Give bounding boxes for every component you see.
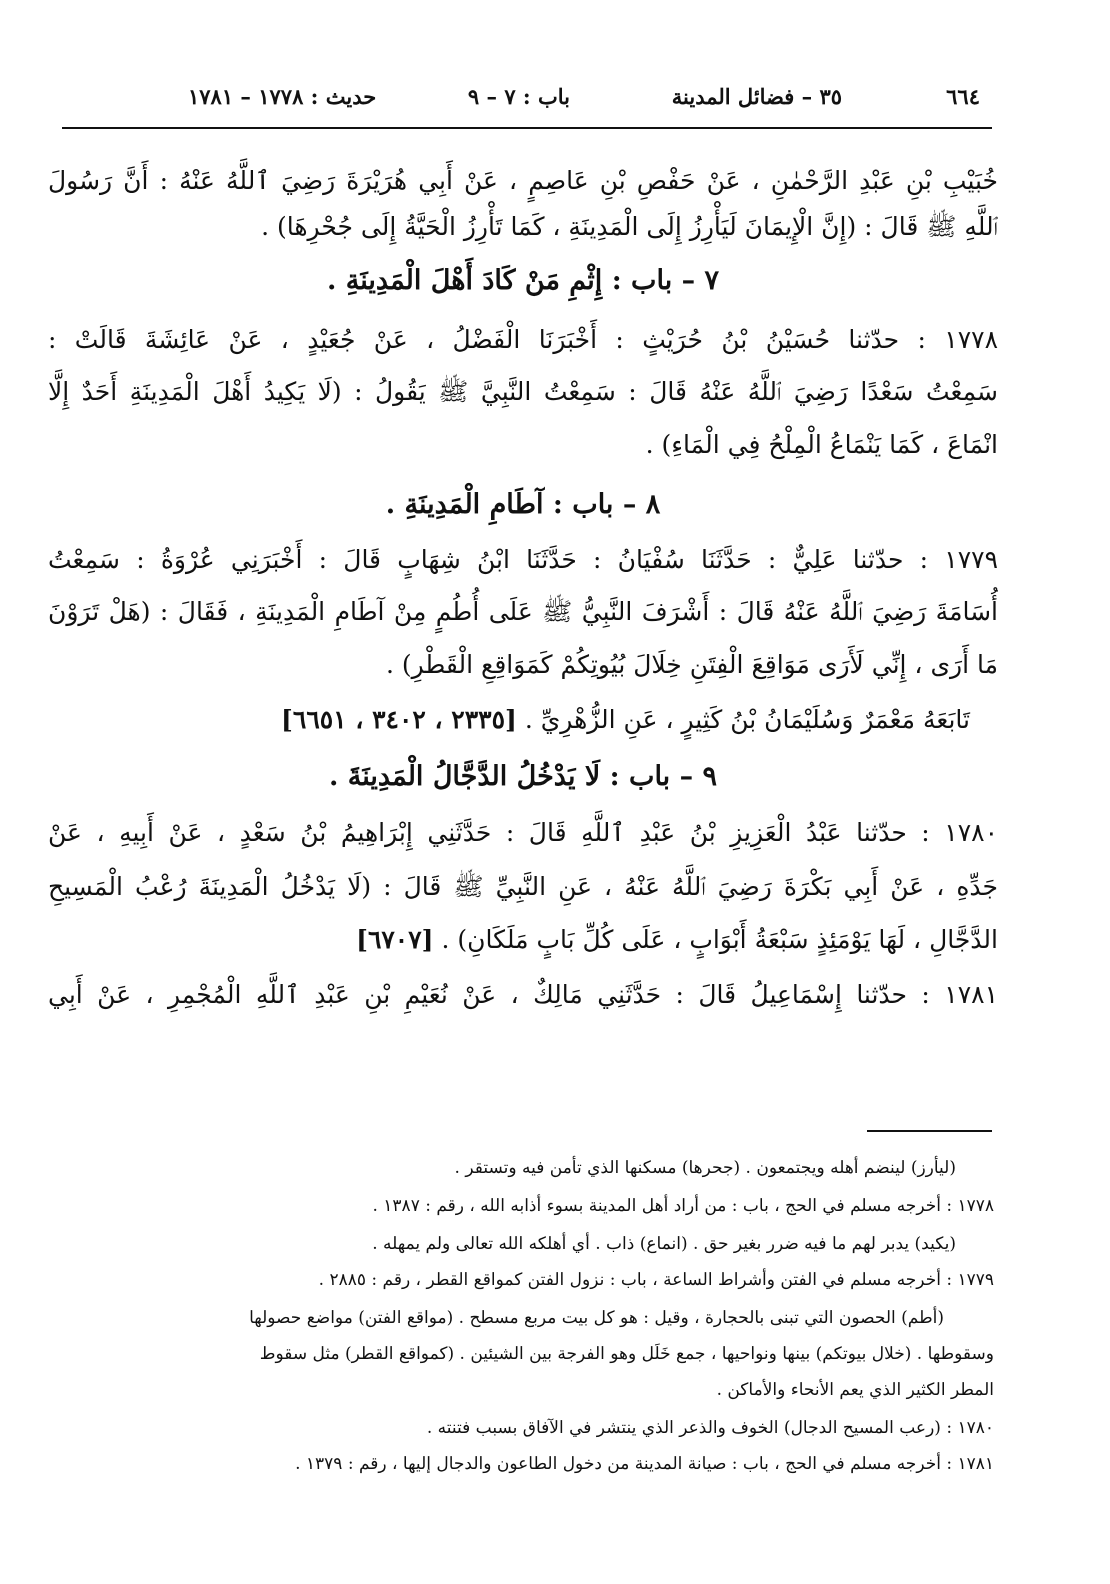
page-number: ٦٦٤ <box>946 84 980 109</box>
text-line: ٱللَّهِ ﷺ قَالَ : (إِنَّ الْإِيمَانَ لَيَأْرِزُ إِلَى الْمَدِينَةِ ، كَمَا تَأْرِزُ الْحَيَّةُ إِلَى جُحْرِهَا) . <box>261 212 998 241</box>
footnote-line: ١٧٨١ : أخرجه مسلم في الحج ، باب : صيانة المدينة من دخول الطاعون والدجال إليها ، رقم : ١٣٧٩ . <box>295 1454 994 1474</box>
hadith-1779-line: ١٧٧٩ : حدّثنا عَلِيٌّ : حَدَّثَنَا سُفْيَانُ : حَدَّثَنَا ابْنُ شِهَابٍ قَالَ : أَخْبَرَنِي عُرْوَةُ : سَمِعْتُ <box>48 545 998 574</box>
hadith-range: حديث : ١٧٧٨ – ١٧٨١ <box>188 84 377 109</box>
main-text <box>48 152 998 1112</box>
chapter-title: ٣٥ – فضائل المدينة <box>671 84 842 109</box>
mutabaah-line <box>48 697 998 743</box>
hadith-1780-line: ١٧٨٠ : حدّثنا عَبْدُ الْعَزِيزِ بْنُ عَبْدِ ٱللَّهِ قَالَ : حَدَّثَنِي إِبْرَاهِيمُ بْنُ سَعْدٍ ، عَنْ أَبِيهِ ، عَنْ <box>48 818 998 847</box>
chapter-heading: ٨ – باب : آطَامِ الْمَدِينَةِ . <box>385 489 661 520</box>
hadith-1778-line: ١٧٧٨ : حدّثنا حُسَيْنُ بْنُ حُرَيْثٍ : أَخْبَرَنَا الْفَضْلُ ، عَنْ جُعَيْدٍ ، عَنْ عَائِشَةَ قَالَتْ : <box>48 325 998 354</box>
text-line: سَمِعْتُ سَعْدًا رَضِيَ ٱللَّهُ عَنْهُ قَالَ : سَمِعْتُ النَّبِيَّ ﷺ يَقُولُ : (لَا يَكِيدُ أَهْلَ الْمَدِينَةِ أَحَدٌ إِلَّا <box>48 377 998 406</box>
cross-reference: [٢٣٣٥ ، ٣٤٠٢ ، ٦٦٥١] <box>281 705 517 734</box>
footnote-line: وسقوطها . (خلال بيوتكم) بينها ونواحيها ، جمع خَلَل وهو الفرجة بين الشيئين . (كمواقع القطر) مثل سقوط <box>259 1344 994 1364</box>
hadith-1781-line: ١٧٨١ : حدّثنا إِسْمَاعِيلُ قَالَ : حَدَّثَنِي مَالِكٌ ، عَنْ نُعَيْمِ بْنِ عَبْدِ ٱللَّهِ الْمُجْمِرِ ، عَنْ أَبِي <box>48 980 998 1009</box>
footnote-line: (يكيد) يدبر لهم ما فيه ضرر بغير حق . (انماع) ذاب . أي أهلكه الله تعالى ولم يمهله . <box>372 1234 956 1254</box>
chapter-heading: ٧ – باب : إِثْمِ مَنْ كَادَ أَهْلَ الْمَدِينَةِ . <box>326 265 720 296</box>
text-line: خُبَيْبِ بْنِ عَبْدِ الرَّحْمٰنِ ، عَنْ حَفْصِ بْنِ عَاصِمٍ ، عَنْ أَبِي هُرَيْرَةَ رَضِيَ ٱللَّهُ عَنْهُ : أَنَّ رَسُولَ <box>48 166 998 195</box>
text-line: مَا أَرَى ، إِنِّي لَأَرَى مَوَاقِعَ الْفِتَنِ خِلَالَ بُيُوتِكُمْ كَمَوَاقِعِ الْقَطْرِ) . <box>385 650 998 679</box>
footnote-line: ١٧٧٩ : أخرجه مسلم في الفتن وأشراط الساعة ، باب : نزول الفتن كمواقع القطر ، رقم : ٢٨٨٥ . <box>318 1270 994 1290</box>
footnote-line: المطر الكثير الذي يعم الأنحاء والأماكن . <box>716 1380 994 1400</box>
footnote-line: (أطم) الحصون التي تبنى بالحجارة ، وقيل : هو كل بيت مربع مسطح . (مواقع الفتن) مواضع حصولها <box>249 1308 944 1328</box>
chapter-heading: ٩ – باب : لَا يَدْخُلُ الدَّجَّالُ الْمَدِينَةَ . <box>328 761 718 792</box>
footnotes <box>50 1150 994 1550</box>
bab-range: باب : ٧ – ٩ <box>467 84 570 109</box>
footnote-rule <box>867 1130 992 1132</box>
text-line: أُسَامَةَ رَضِيَ ٱللَّهُ عَنْهُ قَالَ : أَشْرَفَ النَّبِيُّ ﷺ عَلَى أُطُمٍ مِنْ آطَامِ الْمَدِينَةِ ، فَقَالَ : (هَلْ تَرَوْنَ <box>48 597 998 626</box>
text-line: انْمَاعَ ، كَمَا يَنْمَاعُ الْمِلْحُ فِي الْمَاءِ) . <box>645 430 998 459</box>
hadith-text: الدَّجَّالِ ، لَهَا يَوْمَئِذٍ سَبْعَةُ أَبْوَابٍ ، عَلَى كُلِّ بَابٍ مَلَكَانِ) . <box>441 925 998 954</box>
footnote-line: ١٧٧٨ : أخرجه مسلم في الحج ، باب : من أراد أهل المدينة بسوء أذابه الله ، رقم : ١٣٨٧ . <box>372 1196 994 1216</box>
footnote-line: ١٧٨٠ : (رعب المسيح الدجال) الخوف والذعر الذي ينتشر في الآفاق بسبب فتنته . <box>426 1418 994 1438</box>
text-line: جَدِّهِ ، عَنْ أَبِي بَكْرَةَ رَضِيَ ٱللَّهُ عَنْهُ ، عَنِ النَّبِيِّ ﷺ قَالَ : (لَا يَدْخُلُ الْمَدِينَةَ رُعْبُ الْمَسِيحِ <box>48 872 998 901</box>
cross-reference: [٦٧٠٧] <box>356 925 434 954</box>
footnote-line: (ليأرز) لينضم أهله ويجتمعون . (جحرها) مسكنها الذي تأمن فيه وتستقر . <box>454 1158 956 1178</box>
text-line-with-ref <box>48 917 998 963</box>
header-rule <box>62 127 992 129</box>
mutabaah-text: تَابَعَهُ مَعْمَرٌ وَسُلَيْمَانُ بْنُ كَثِيرٍ ، عَنِ الزُّهْرِيِّ . <box>524 705 970 734</box>
